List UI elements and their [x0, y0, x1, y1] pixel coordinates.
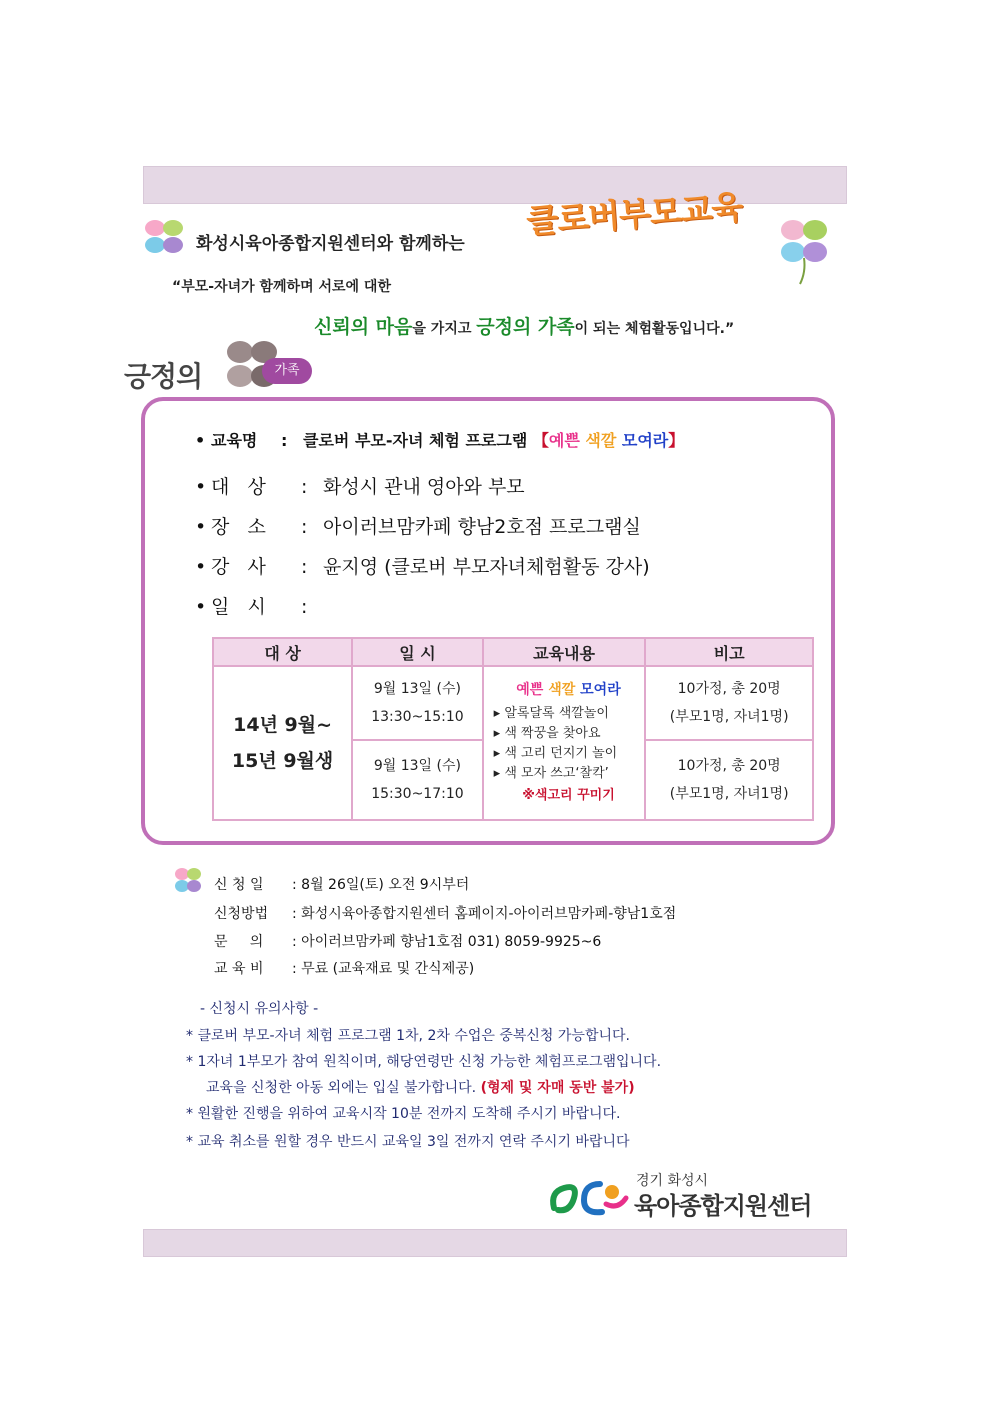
colon: : [281, 431, 288, 450]
content-title-3: 모여라 [580, 682, 621, 698]
table-row [213, 666, 813, 740]
list-item: ▸ 색 짝꿍을 찾아요 [493, 726, 601, 741]
note2-line-2: (부모1명, 자녀1명) [669, 786, 789, 802]
notice-title: - 신청시 유의사항 - [200, 1001, 319, 1017]
content-title [494, 680, 644, 700]
colon: : [301, 596, 308, 618]
content-item: 색 짝꿍을 찾아요 [504, 726, 601, 741]
session1-cell [352, 666, 482, 740]
session2-date: 9월 13일 (수) [373, 758, 461, 774]
age-line-2: 15년 9월생 [231, 750, 334, 772]
apply-fee-label: 교 육 비 [214, 961, 264, 977]
info-target [195, 472, 525, 499]
content-item: 알록달록 색깔놀이 [504, 706, 609, 721]
content-title-2: 색깔 [548, 682, 576, 698]
list-item: ▸ 색 고리 던지기 놀이 [493, 746, 618, 761]
apply-contact-value: 아이러브맘카페 향남1호점 031) 8059-9925~6 [301, 934, 602, 950]
apply-contact-label: 문 의 [214, 934, 264, 950]
content-title-1: 예쁜 [516, 682, 544, 698]
bullet-icon: • [195, 516, 207, 538]
colon: : [292, 906, 297, 922]
section-title: 긍정의 [124, 360, 203, 393]
bullet-icon: • [195, 431, 206, 450]
note2-line-1: 10가정, 총 20명 [677, 758, 781, 774]
apply-date-label: 신 청 일 [214, 877, 264, 893]
center-logo-icon [548, 1170, 632, 1220]
info-place [195, 512, 641, 539]
bullet-icon: • [195, 556, 207, 578]
info-program [195, 428, 684, 451]
table-header-row [213, 638, 813, 666]
target-value: 화성시 관내 영아와 부모 [323, 476, 525, 498]
session1-date: 9월 13일 (수) [373, 681, 461, 697]
place-value: 아이러브맘카페 향남2호점 프로그램실 [323, 516, 641, 538]
program-tag-open: 【 [532, 431, 549, 450]
age-cell [213, 666, 352, 820]
quote-line-2 [314, 312, 734, 339]
bullet-icon: • [195, 596, 207, 618]
session2-cell [352, 740, 482, 820]
logo-line-1: 경기 화성시 [636, 1173, 709, 1189]
bottom-band [143, 1229, 847, 1257]
header-title: 클로버부모교육 [525, 187, 744, 242]
apply-method-value: 화성시육아종합지원센터 홈페이지-아이러브맘카페-향남1호점 [301, 906, 677, 922]
target-label: 대 상 [211, 476, 266, 498]
quote-family: 긍정의 가족 [476, 316, 575, 338]
colon: : [292, 877, 297, 893]
session1-time: 13:30~15:10 [371, 709, 464, 725]
note1-line-1: 10가정, 총 20명 [677, 681, 781, 697]
teacher-value: 윤지영 (클로버 부모자녀체험활동 강사) [323, 556, 650, 578]
info-date [195, 592, 323, 619]
notice-item: * 교육 취소를 원할 경우 반드시 교육일 3일 전까지 연락 주시기 바랍니다 [186, 1134, 630, 1150]
program-tag-3: 모여라 [621, 431, 669, 450]
col-note: 비고 [645, 638, 813, 666]
clover-icon [173, 866, 203, 896]
program-tag-close: 】 [668, 431, 685, 450]
quote-line-1: “부모-자녀가 함께하며 서로에 대한 [172, 279, 391, 295]
list-item: ▸ 알록달록 색깔놀이 [493, 706, 609, 721]
quote-mid: 을 가지고 [412, 321, 477, 337]
apply-method [214, 903, 676, 923]
age-line-1: 14년 9월~ [233, 714, 333, 736]
notice-item: * 클로버 부모-자녀 체험 프로그램 1차, 2차 수업은 중복신청 가능합니다. [186, 1028, 630, 1044]
program-tag-2: 색깔 [585, 431, 617, 450]
notice-item: 교육을 신청한 아동 외에는 입실 불가합니다. [206, 1080, 477, 1096]
col-target: 대 상 [213, 638, 352, 666]
clover-icon [140, 215, 188, 259]
notice-warning: (형제 및 자매 동반 불가) [480, 1080, 635, 1096]
colon: : [292, 934, 297, 950]
quote-trust: 신뢰의 마음 [314, 316, 413, 338]
place-label: 장 소 [211, 516, 266, 538]
apply-fee-value: 무료 (교육재료 및 간식제공) [301, 961, 475, 977]
colon: : [301, 476, 308, 498]
colon: : [301, 516, 308, 538]
content-item: 색 고리 던지기 놀이 [504, 746, 618, 761]
apply-date [214, 874, 469, 894]
logo-line-2: 육아종합지원센터 [634, 1192, 812, 1220]
content-extra: ※색고리 꾸미기 [522, 788, 615, 803]
colon: : [301, 556, 308, 578]
date-label: 일 시 [211, 596, 266, 618]
col-date: 일 시 [352, 638, 482, 666]
notice-item-cont [206, 1077, 635, 1097]
info-teacher [195, 552, 650, 579]
colon: : [292, 961, 297, 977]
list-item: ▸ 색 모자 쓰고‘찰칵’ [493, 766, 609, 781]
header-subtitle: 화성시육아종합지원센터와 함께하는 [196, 234, 465, 254]
apply-contact [214, 931, 601, 951]
bullet-icon: • [195, 476, 207, 498]
apply-method-label: 신청방법 [214, 906, 269, 922]
section-badge: 가족 [262, 358, 312, 384]
schedule-table [212, 637, 814, 821]
col-content: 교육내용 [483, 638, 646, 666]
program-label: 교육명 [211, 431, 258, 450]
apply-fee [214, 958, 474, 978]
quote-end: 이 되는 체험활동입니다.” [574, 321, 735, 337]
teacher-label: 강 사 [211, 556, 266, 578]
notice-item: * 원활한 진행을 위하여 교육시작 10분 전까지 도착해 주시기 바랍니다. [186, 1106, 621, 1122]
note1-line-2: (부모1명, 자녀1명) [669, 709, 789, 725]
clover-icon [776, 214, 832, 286]
program-tag-1: 예쁜 [548, 431, 580, 450]
program-value: 클로버 부모-자녀 체험 프로그램 [303, 431, 528, 450]
content-cell [483, 666, 646, 820]
note2-cell [645, 740, 813, 820]
note1-cell [645, 666, 813, 740]
content-item: 색 모자 쓰고‘찰칵’ [504, 766, 609, 781]
session2-time: 15:30~17:10 [371, 786, 464, 802]
notice-item: * 1자녀 1부모가 참여 원칙이며, 해당연령만 신청 가능한 체험프로그램입니다. [186, 1054, 662, 1070]
apply-date-value: 8월 26일(토) 오전 9시부터 [301, 877, 470, 893]
